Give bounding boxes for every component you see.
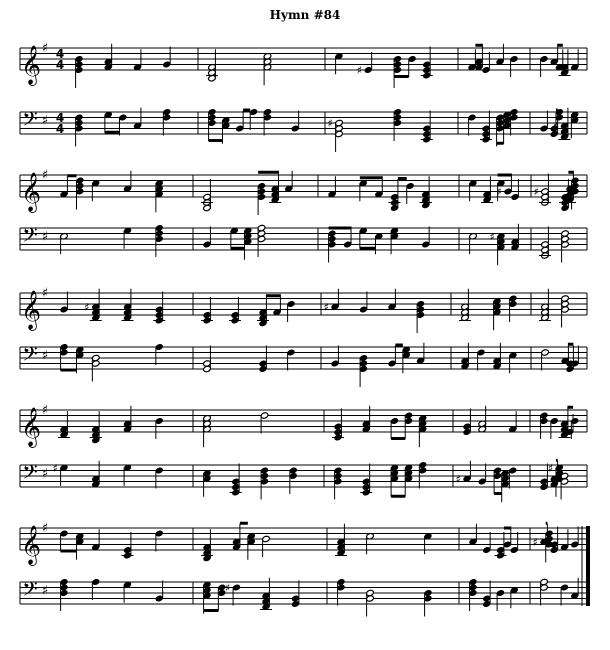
key-signature-sharp: ♯ xyxy=(41,113,49,129)
accidental-sharp: ♯ xyxy=(356,64,362,77)
accidental-sharp: ♯ xyxy=(224,581,231,595)
beam xyxy=(360,176,382,179)
key-signature-sharp: ♯ xyxy=(41,41,49,56)
treble-clef-icon: 𝄞 xyxy=(20,407,42,447)
key-signature-sharp: ♯ xyxy=(41,229,49,245)
beam xyxy=(556,109,558,112)
beam xyxy=(61,550,77,553)
bass-clef-icon: 𝄢 xyxy=(22,460,38,489)
beam xyxy=(360,247,376,250)
beam xyxy=(398,177,407,180)
beam xyxy=(395,344,402,347)
beam xyxy=(391,495,405,498)
accidental-sharp: ♯ xyxy=(455,472,461,486)
key-signature-sharp: ♯ xyxy=(41,403,49,418)
treble-clef-icon: 𝄞 xyxy=(20,290,42,330)
key-signature-sharp: ♯ xyxy=(41,286,49,301)
time-signature-numerator: 4 xyxy=(55,47,65,61)
treble-clef-icon: 𝄞 xyxy=(20,525,42,565)
treble-clef-icon: 𝄞 xyxy=(20,45,42,85)
bass-clef-icon: 𝄢 xyxy=(22,342,38,371)
beam xyxy=(498,174,512,177)
accidental-sharp: ♯ xyxy=(323,300,329,314)
beam xyxy=(258,171,278,174)
key-signature-sharp: ♯ xyxy=(41,583,49,599)
beam xyxy=(568,171,573,174)
beam xyxy=(105,131,120,134)
key-signature-sharp: ♯ xyxy=(41,466,49,482)
beam xyxy=(546,522,548,525)
beam xyxy=(568,343,573,346)
accidental-sharp: ♯ xyxy=(533,185,539,199)
beam xyxy=(568,406,573,409)
beam xyxy=(209,139,223,142)
page-title: Hymn #84 xyxy=(269,8,341,22)
key-signature-sharp: ♯ xyxy=(41,168,49,183)
key-signature-sharp: ♯ xyxy=(41,521,49,536)
beam xyxy=(231,247,245,250)
beam xyxy=(475,44,482,47)
bass-clef-icon: 𝄢 xyxy=(22,107,38,136)
beam xyxy=(67,174,76,177)
bass-clef-icon: 𝄢 xyxy=(22,577,38,606)
beam xyxy=(556,459,558,462)
beam xyxy=(329,227,351,230)
time-signature-numerator: 4 xyxy=(55,111,65,125)
beam xyxy=(394,75,409,78)
time-signature-denominator: 4 xyxy=(55,58,65,72)
accidental-sharp: ♯ xyxy=(496,185,502,199)
accidental-sharp: ♯ xyxy=(552,119,559,133)
beam xyxy=(391,437,405,440)
accidental-sharp: ♯ xyxy=(84,300,90,314)
time-signature-denominator: 4 xyxy=(55,122,65,136)
accidental-sharp: ♯ xyxy=(532,535,538,549)
key-signature-sharp: ♯ xyxy=(41,348,49,364)
beam xyxy=(204,609,219,612)
accidental-sharp: ♯ xyxy=(327,117,333,130)
beam xyxy=(243,109,250,112)
accidental-sharp: ♯ xyxy=(547,461,554,475)
bass-clef-icon: 𝄢 xyxy=(22,223,38,252)
accidental-sharp: ♯ xyxy=(489,230,495,244)
beam xyxy=(240,522,248,525)
beam xyxy=(504,527,511,530)
beam xyxy=(494,492,502,495)
beam xyxy=(558,44,563,47)
treble-clef-icon: 𝄞 xyxy=(20,172,42,212)
final-barline xyxy=(586,526,590,606)
accidental-sharp: ♯ xyxy=(52,461,58,475)
beam xyxy=(266,294,280,297)
beam xyxy=(61,369,77,372)
beam xyxy=(497,142,504,145)
